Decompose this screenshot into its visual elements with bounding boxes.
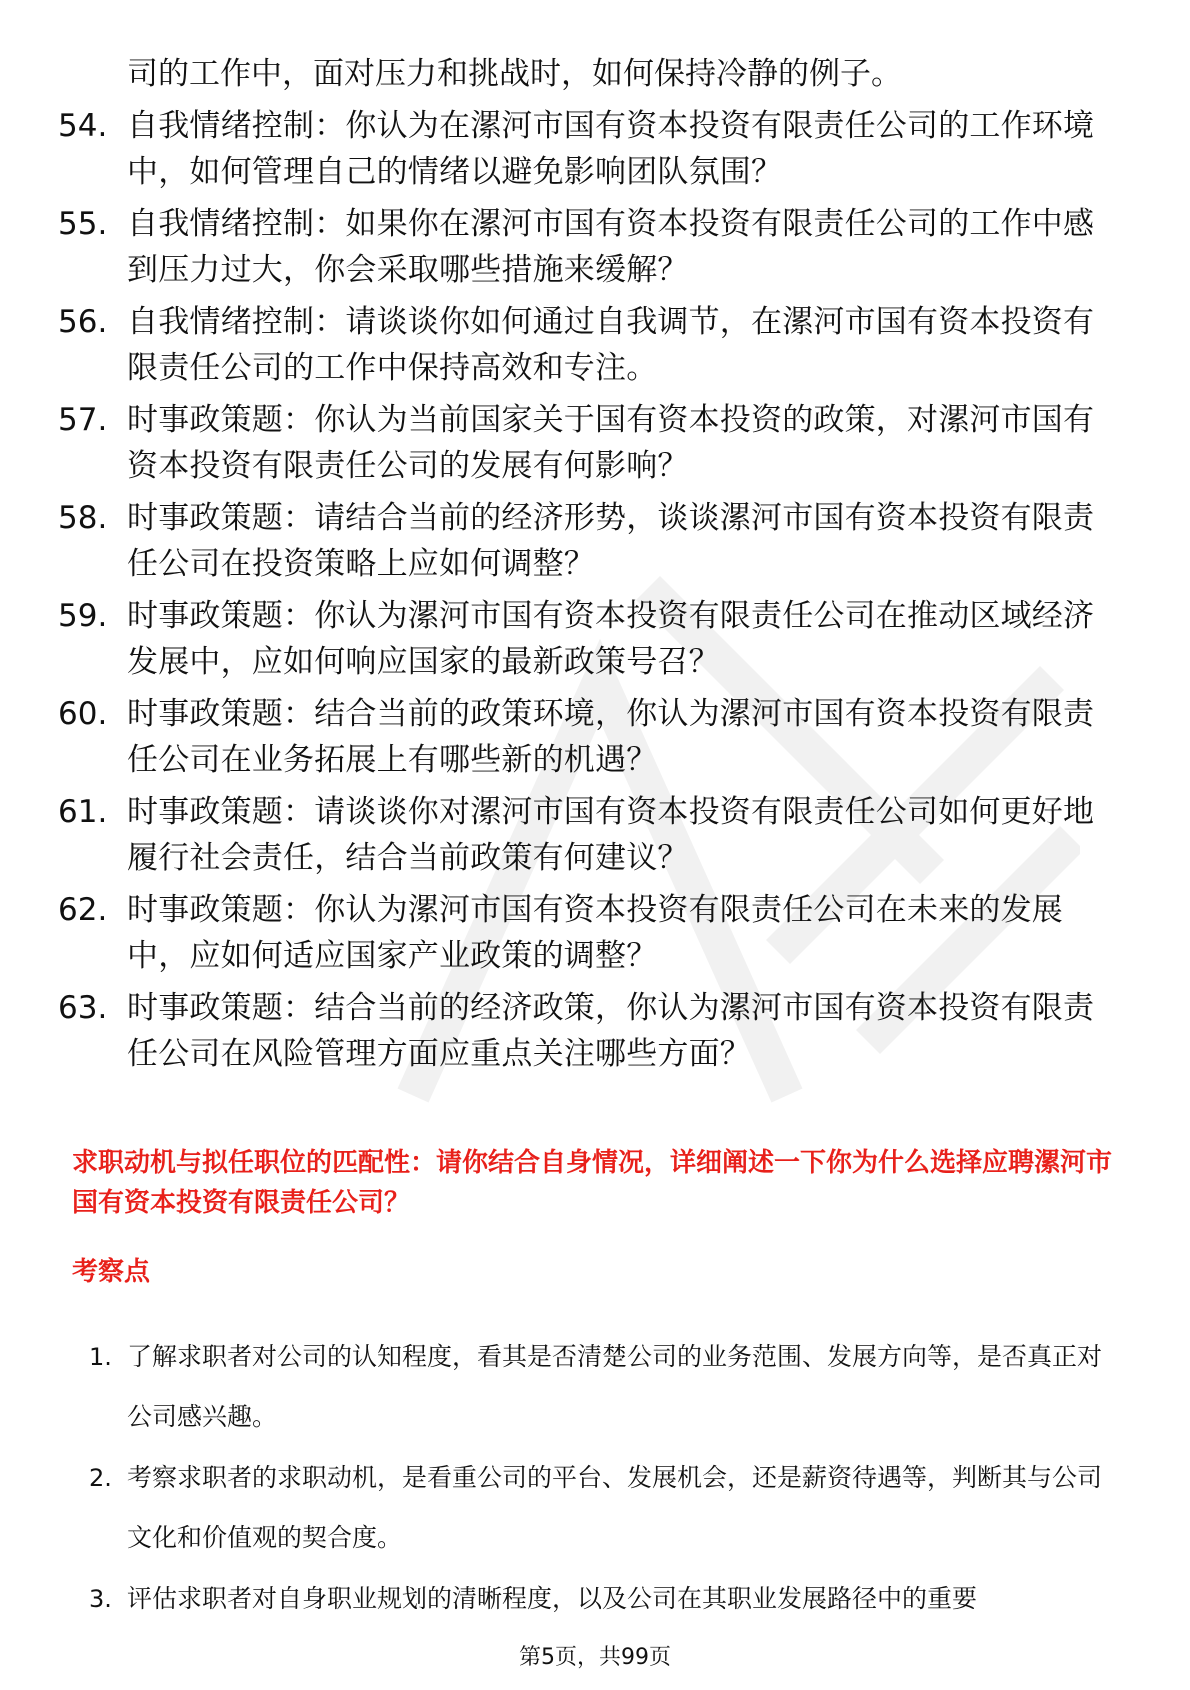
question-text: 时事政策题：请结合当前的经济形势，谈谈漯河市国有资本投资有限责任公司在投资策略上应如何调整？ — [127, 500, 1095, 582]
point-number: 1. — [89, 1343, 112, 1371]
question-text: 时事政策题：你认为漯河市国有资本投资有限责任公司在未来的发展中，应如何适应国家产业政策的调整？ — [127, 892, 1063, 974]
point-text: 评估求职者对自身职业规划的清晰程度，以及公司在其职业发展路径中的重要 — [127, 1584, 978, 1613]
question-number: 59. — [58, 598, 108, 634]
assessment-point-list — [0, 1327, 1190, 1690]
question-number: 55. — [58, 206, 108, 242]
question-text: 自我情绪控制：如果你在漯河市国有资本投资有限责任公司的工作中感到压力过大，你会采取哪些措施来缓解？ — [127, 206, 1095, 288]
question-item — [0, 201, 1190, 297]
question-item — [0, 593, 1190, 689]
question-item — [0, 887, 1190, 983]
question-number: 58. — [58, 500, 108, 536]
question-list — [0, 103, 1190, 1083]
question-item — [0, 103, 1190, 199]
question-item — [0, 397, 1190, 493]
assessment-point — [0, 1327, 1190, 1448]
question-text: 时事政策题：你认为当前国家关于国有资本投资的政策，对漯河市国有资本投资有限责任公司的发展有何影响？ — [127, 402, 1095, 484]
question-number: 54. — [58, 108, 108, 144]
question-item — [0, 299, 1190, 395]
question-number: 56. — [58, 304, 108, 340]
question-item — [0, 789, 1190, 885]
question-number: 57. — [58, 402, 108, 438]
point-text: 考察求职者的求职动机，是看重公司的平台、发展机会，还是薪资待遇等，判断其与公司文化和价值观的契合度。 — [127, 1463, 1103, 1552]
continuation-text: 司的工作中，面对压力和挑战时，如何保持冷静的例子。 — [127, 56, 902, 92]
assessment-point — [0, 1448, 1190, 1569]
question-text: 时事政策题：你认为漯河市国有资本投资有限责任公司在推动区域经济发展中，应如何响应国家的最新政策号召？ — [127, 598, 1095, 680]
question-text: 时事政策题：请谈谈你对漯河市国有资本投资有限责任公司如何更好地履行社会责任，结合当前政策有何建议？ — [127, 794, 1095, 876]
question-number: 62. — [58, 892, 108, 928]
point-number: 3. — [89, 1585, 112, 1613]
question-number: 61. — [58, 794, 108, 830]
question-text: 时事政策题：结合当前的经济政策，你认为漯河市国有资本投资有限责任公司在风险管理方面应重点关注哪些方面？ — [127, 990, 1095, 1072]
question-text: 时事政策题：结合当前的政策环境，你认为漯河市国有资本投资有限责任公司在业务拓展上有哪些新的机遇？ — [127, 696, 1095, 778]
question-item — [0, 495, 1190, 591]
section-heading: 求职动机与拟任职位的匹配性：请你结合自身情况，详细阐述一下你为什么选择应聘漯河市国有资本投资有限责任公司？ — [72, 1148, 1113, 1218]
point-number: 2. — [89, 1464, 112, 1492]
question-text: 自我情绪控制：你认为在漯河市国有资本投资有限责任公司的工作环境中，如何管理自己的情绪以避免影响团队氛围？ — [127, 108, 1095, 190]
question-text: 自我情绪控制：请谈谈你如何通过自我调节，在漯河市国有资本投资有限责任公司的工作中保持高效和专注。 — [127, 304, 1095, 386]
question-item — [0, 691, 1190, 787]
page-footer: 第5页，共99页 — [519, 1645, 671, 1670]
question-number: 63. — [58, 990, 108, 1026]
question-number: 60. — [58, 696, 108, 732]
sub-heading: 考察点 — [72, 1257, 151, 1287]
point-text: 了解求职者对公司的认知程度，看其是否清楚公司的业务范围、发展方向等，是否真正对公司感兴趣。 — [127, 1342, 1103, 1431]
question-item — [0, 985, 1190, 1081]
